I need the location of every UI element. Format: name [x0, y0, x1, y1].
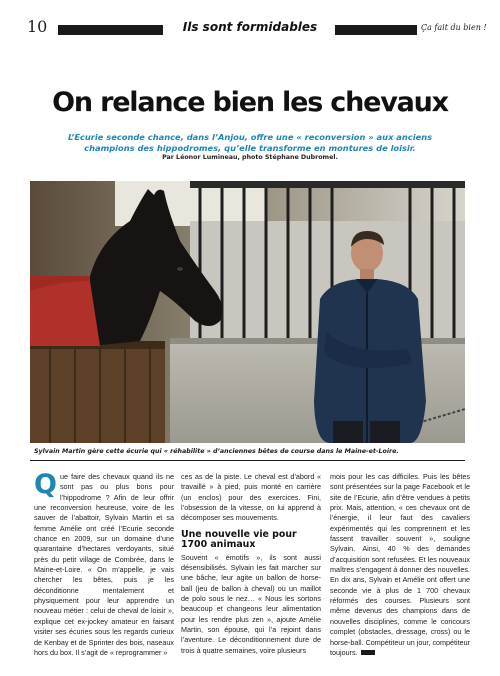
end-of-article-mark [361, 650, 375, 655]
header-rule-right [335, 25, 417, 35]
rubric-label: Ça fait du bien ! [421, 23, 487, 32]
caption-divider [30, 460, 465, 461]
article-column-2 [181, 472, 321, 656]
column-2-intro: ces as de la piste. Le cheval est d’abord « travaillé » à pied, puis monté en carrière (un enclos) pour des exercices. Fini, l’obsession de la vitesse, on lui apprend à décomposer ses mouvements. [181, 472, 321, 523]
horse-and-man-photo [30, 181, 465, 443]
article-column-3 [330, 472, 470, 658]
page-number: 10 [27, 17, 48, 36]
photo-caption: Sylvain Martin gère cette écurie qui « réhabilite » d’anciennes bêtes de course dans le Maine-et-Loire. [34, 448, 399, 455]
subheading: Une nouvelle vie pour 1700 animaux [181, 528, 297, 550]
article-photo [30, 181, 465, 443]
headline: On relance bien les chevaux [52, 87, 448, 118]
section-title: Ils sont formidables [182, 20, 318, 34]
header-rule-left [58, 25, 163, 35]
standfirst: L’Ecurie seconde chance, dans l’Anjou, offre une « reconversion » aux anciens champions des hippodromes, qu’elle transforme en montures de loisir. [67, 132, 433, 153]
column-2-body: Souvent « émotifs », ils sont aussi désensibilisés. Sylvain les fait marcher sur une bâche, leur agite un ballon de horse-ball (jeu de ballon à cheval) ou un maillot de polo sous le nez… « Nous les sortons beaucoup et changeons leur alimentation pour les rendre plus zen », ajoute Amélie Martin, son épouse, qui l’a rejoint dans l’aventure. Le déconditionnement dure de trois à quatre semaines, voire plusieurs [181, 552, 321, 655]
byline: Par Léonor Lumineau, photo Stéphane Dubromel. [162, 154, 338, 161]
column-3-text: mois pour les cas difficiles. Puis les bêtes sont présentées sur la page Facebook et le site de l’Ecurie, afin d’être vendues à petits prix. Mais, attention, « ces chevaux ont de l’énergie, il leur faut des cavaliers expérimentés qui les comprennent et les fassent travailler souvent », souligne Sylvain. Ainsi, 40 % des demandes d’acquisition sont refusées. Et les nouveaux maîtres s’engagent à donner des nouvelles. En dix ans, Sylvain et Amélie ont offert une seconde vie à plus de 1 700 chevaux réformés des courses. Plusieurs sont même devenus des champions dans de nouvelles disciplines, comme le concours complet (obstacles, dressage, cross) ou le horse-ball. Compétiteur un jour, compétiteur toujours. [330, 472, 470, 657]
column-1-text: ue faire des chevaux quand ils ne sont pas ou plus bons pour l’hippodrome ? Afin de leur offrir une reconversion heureuse, voire de les sauver de l’abattoir, Sylvain Martin et sa femme Amélie ont créé l’Ecurie seconde chance en 2009, sur un domaine d’une quarantaine d’hectares verdoyants, situé près du petit village de Combrée, dans le Maine-et-Loire. « On m’appelle, je vais chercher les bêtes, puis je les déconditionne mentalement et physiquement pour leur apprendre un nouveau métier : celui de cheval de loisir », explique cet ex-jockey amateur en faisant visiter ses écuries sous les regards curieux de Kenbay et de Sprinter des bois, naseaux hors du box. Il s’agit de « reprogrammer » [34, 472, 174, 657]
drop-cap: Q [34, 469, 57, 500]
article-column-1 [34, 469, 174, 658]
